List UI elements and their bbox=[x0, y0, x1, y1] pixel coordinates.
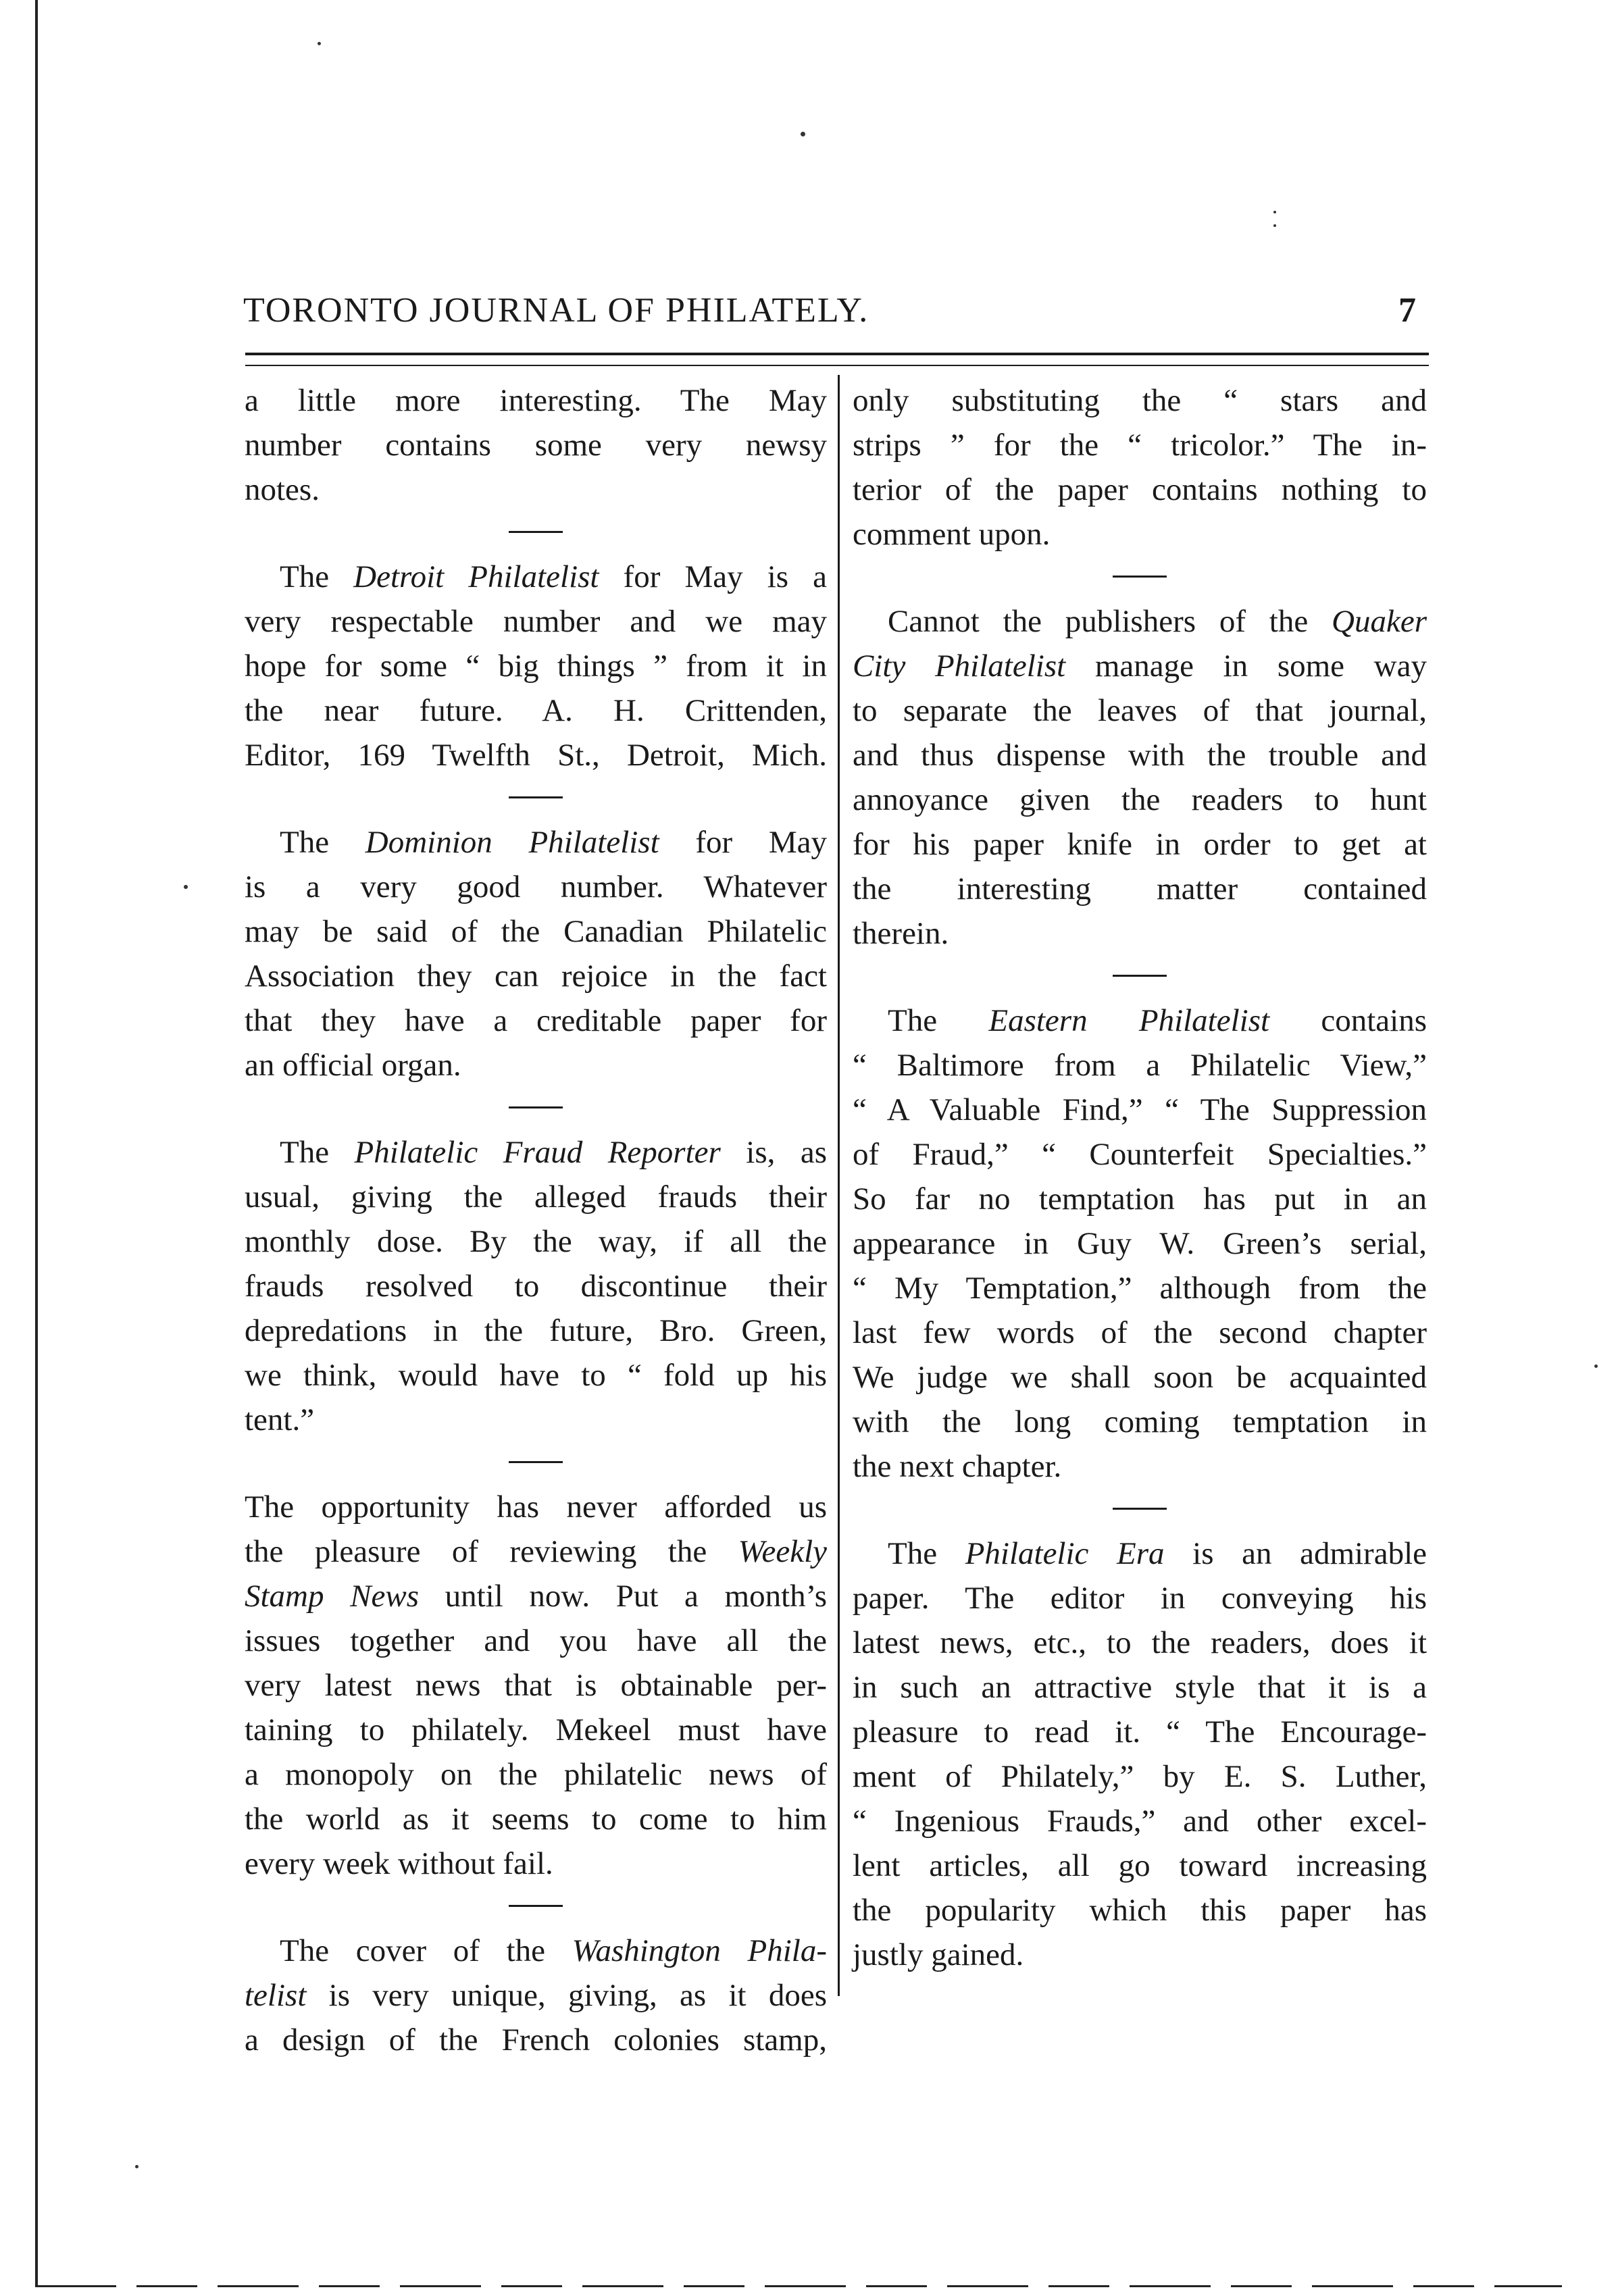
text-line: Stamp News until now. Put a month’s bbox=[245, 1579, 827, 1614]
text-line: justly gained. bbox=[853, 1937, 1024, 1972]
text-line: lent articles, all go toward increasing bbox=[853, 1848, 1427, 1883]
section-separator bbox=[509, 796, 563, 798]
header-rule-thin bbox=[245, 365, 1429, 366]
text-line: to separate the leaves of that journal, bbox=[853, 693, 1427, 728]
section-separator bbox=[509, 1106, 563, 1108]
text-line: the near future. A. H. Crittenden, bbox=[245, 693, 827, 728]
text-line: for his paper knife in order to get at bbox=[853, 827, 1427, 862]
text-line: a design of the French colonies stamp, bbox=[245, 2022, 827, 2058]
text-line: Cannot the publishers of the Quaker bbox=[888, 604, 1427, 639]
text-line: depredations in the future, Bro. Green, bbox=[245, 1313, 827, 1348]
text-line: The Eastern Philatelist contains bbox=[888, 1003, 1427, 1038]
text-line: The Philatelic Era is an admirable bbox=[888, 1536, 1427, 1571]
text-line: latest news, etc., to the readers, does it bbox=[853, 1625, 1427, 1660]
text-line: “ Baltimore from a Philatelic View,” bbox=[853, 1048, 1427, 1083]
column-divider bbox=[838, 375, 840, 1996]
text-line: the popularity which this paper has bbox=[853, 1893, 1427, 1928]
notice-washington-continued bbox=[853, 378, 1427, 557]
text-line: telist is very unique, giving, as it does bbox=[245, 1978, 827, 2013]
notice-detroit-philatelist bbox=[245, 555, 827, 777]
text-line: may be said of the Canadian Philatelic bbox=[245, 914, 827, 949]
text-line: appearance in Guy W. Green’s serial, bbox=[853, 1226, 1427, 1261]
text-line: with the long coming temptation in bbox=[853, 1404, 1427, 1439]
text-line: strips ” for the “ tricolor.” The in- bbox=[853, 428, 1427, 463]
text-line: of Fraud,” “ Counterfeit Specialties.” bbox=[853, 1137, 1427, 1172]
text-line: very respectable number and we may bbox=[245, 604, 827, 639]
text-line: tent.” bbox=[245, 1402, 315, 1437]
speck-1 bbox=[318, 42, 321, 45]
text-line: The Detroit Philatelist for May is a bbox=[280, 559, 827, 594]
speck-6 bbox=[1594, 1364, 1598, 1368]
text-line: comment upon. bbox=[853, 517, 1051, 552]
text-line: The Philatelic Fraud Reporter is, as bbox=[280, 1135, 827, 1170]
text-line: terior of the paper contains nothing to bbox=[853, 472, 1427, 507]
speck-2 bbox=[801, 132, 805, 136]
text-line: is a very good number. Whatever bbox=[245, 869, 827, 904]
text-line: usual, giving the alleged frauds their bbox=[245, 1179, 827, 1215]
text-line: very latest news that is obtainable per- bbox=[245, 1668, 827, 1703]
text-line: “ Ingenious Frauds,” and other excel- bbox=[853, 1804, 1427, 1839]
text-line: So far no temptation has put in an bbox=[853, 1181, 1427, 1217]
page-edge-bottom bbox=[35, 2285, 1562, 2287]
speck-5 bbox=[184, 885, 188, 889]
page-edge-left bbox=[35, 0, 38, 2287]
text-line: pleasure to read it. “ The Encourage- bbox=[853, 1714, 1427, 1750]
text-line: City Philatelist manage in some way bbox=[853, 648, 1427, 684]
text-line: a monopoly on the philatelic news of bbox=[245, 1757, 827, 1792]
text-line: “ A Valuable Find,” “ The Suppression bbox=[853, 1092, 1427, 1127]
text-line: the pleasure of reviewing the Weekly bbox=[245, 1534, 827, 1569]
text-line: the world as it seems to come to him bbox=[245, 1802, 827, 1837]
text-line: The opportunity has never afforded us bbox=[245, 1489, 827, 1525]
text-line: monthly dose. By the way, if all the bbox=[245, 1224, 827, 1259]
notice-fraud-reporter bbox=[245, 1130, 827, 1442]
text-line: last few words of the second chapter bbox=[853, 1315, 1427, 1350]
text-line: issues together and you have all the bbox=[245, 1623, 827, 1658]
text-line: notes. bbox=[245, 472, 320, 507]
section-separator bbox=[509, 531, 563, 533]
text-line: number contains some very newsy bbox=[245, 428, 827, 463]
notice-dominion-philatelist bbox=[245, 820, 827, 1088]
text-line: hope for some “ big things ” from it in bbox=[245, 648, 827, 684]
notice-continued-intro bbox=[245, 378, 827, 512]
speck-4 bbox=[1273, 224, 1276, 227]
section-separator bbox=[509, 1461, 563, 1463]
text-line: and thus dispense with the trouble and bbox=[853, 738, 1427, 773]
text-line: Editor, 169 Twelfth St., Detroit, Mich. bbox=[245, 738, 827, 773]
page-number: 7 bbox=[1398, 291, 1416, 330]
text-line: The cover of the Washington Phila- bbox=[280, 1933, 827, 1968]
section-separator bbox=[509, 1905, 563, 1907]
text-line: We judge we shall soon be acquainted bbox=[853, 1360, 1427, 1395]
right-column bbox=[853, 378, 1427, 1977]
text-line: therein. bbox=[853, 916, 949, 951]
text-line: “ My Temptation,” although from the bbox=[853, 1271, 1427, 1306]
text-line: that they have a creditable paper for bbox=[245, 1003, 827, 1038]
text-line: The Dominion Philatelist for May bbox=[280, 825, 827, 860]
section-separator bbox=[1113, 576, 1167, 578]
header-rule-thick bbox=[245, 353, 1429, 355]
text-line: annoyance given the readers to hunt bbox=[853, 782, 1427, 817]
text-line: ment of Philately,” by E. S. Luther, bbox=[853, 1759, 1427, 1794]
running-head: TORONTO JOURNAL OF PHILATELY. bbox=[243, 291, 869, 330]
notice-philatelic-era bbox=[853, 1531, 1427, 1977]
text-line: we think, would have to “ fold up his bbox=[245, 1358, 827, 1393]
text-line: Association they can rejoice in the fact bbox=[245, 959, 827, 994]
text-line: an official organ. bbox=[245, 1048, 461, 1083]
speck-3 bbox=[1273, 211, 1276, 213]
text-line: paper. The editor in conveying his bbox=[853, 1581, 1427, 1616]
text-line: frauds resolved to discontinue their bbox=[245, 1269, 827, 1304]
text-line: every week without fail. bbox=[245, 1846, 553, 1881]
text-line: in such an attractive style that it is a bbox=[853, 1670, 1427, 1705]
text-line: only substituting the “ stars and bbox=[853, 383, 1427, 418]
text-line: the interesting matter contained bbox=[853, 871, 1427, 907]
text-line: a little more interesting. The May bbox=[245, 383, 827, 418]
notice-quaker-city-philatelist bbox=[853, 599, 1427, 956]
section-separator bbox=[1113, 975, 1167, 977]
text-line: taining to philately. Mekeel must have bbox=[245, 1712, 827, 1747]
section-separator bbox=[1113, 1508, 1167, 1510]
notice-eastern-philatelist bbox=[853, 998, 1427, 1489]
left-column bbox=[245, 378, 827, 2062]
notice-washington-philatelist bbox=[245, 1929, 827, 2062]
notice-weekly-stamp-news bbox=[245, 1485, 827, 1886]
speck-7 bbox=[135, 2165, 138, 2168]
text-line: the next chapter. bbox=[853, 1449, 1062, 1484]
